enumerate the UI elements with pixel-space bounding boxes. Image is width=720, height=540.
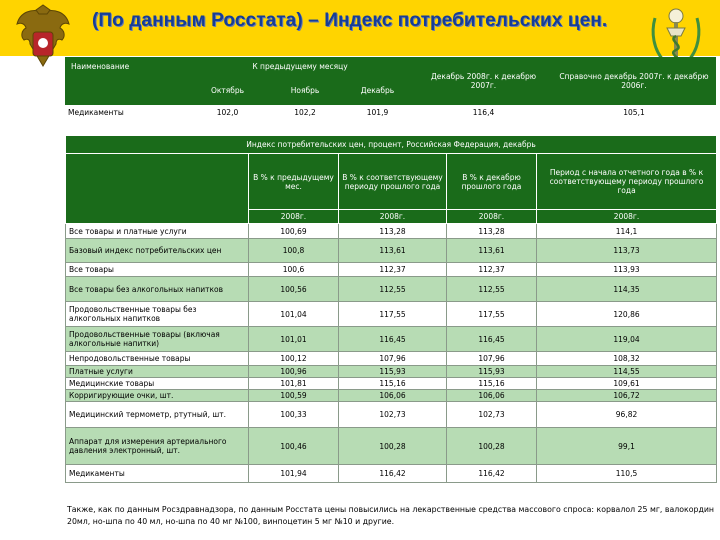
cell-value: 101,94: [249, 465, 339, 483]
cell-value: 100,46: [249, 428, 339, 465]
row-name: Все товары и платные услуги: [66, 224, 249, 239]
cell-value: 106,72: [537, 390, 717, 402]
cell-value: 116,45: [339, 327, 447, 352]
cpi-table-title: Индекс потребительских цен, процент, Российская Федерация, декабрь: [66, 136, 717, 154]
table-row: [66, 402, 717, 428]
cell-value: 106,06: [339, 390, 447, 402]
cell-value: 110,5: [537, 465, 717, 483]
row-name: Медицинские товары: [66, 378, 249, 390]
row-name: Базовый индекс потребительских цен: [66, 239, 249, 263]
cell-value: 116,45: [447, 327, 537, 352]
cell-december: 101,9: [340, 105, 415, 119]
row-name: Платные услуги: [66, 366, 249, 378]
header-empty: [65, 75, 185, 105]
cell-value: 108,32: [537, 352, 717, 366]
cell-value: 102,73: [339, 402, 447, 428]
footnote-text: Также, как по данным Росздравнадзора, по данным Росстата цены повысились на лекарственные средства массового спроса: корвалол 25 мг, валокордин 20мл, но-шпа по 40 мл, но-шпа по 40 мг №100, винпоцетин 5 мг №10 и другие.: [67, 505, 714, 526]
table-row: [66, 277, 717, 302]
row-name: Корригирующие очки, шт.: [66, 390, 249, 402]
header-same-period: В % к соответствующему периоду прошлого года: [339, 154, 447, 210]
header-vs-december: В % к декабрю прошлого года: [447, 154, 537, 210]
cell-value: 114,55: [537, 366, 717, 378]
header-november: Ноябрь: [270, 75, 340, 105]
cell-value: 100,6: [249, 263, 339, 277]
year-label: 2008г.: [447, 210, 537, 224]
cell-value: 96,82: [537, 402, 717, 428]
header-name: Наименование: [65, 57, 185, 75]
cell-value: 100,28: [447, 428, 537, 465]
cell-value: 115,93: [339, 366, 447, 378]
row-name: Медицинский термометр, ртутный, шт.: [66, 402, 249, 428]
cell-ref-2007: 105,1: [552, 105, 716, 119]
year-label: 2008г.: [249, 210, 339, 224]
table-row: [66, 378, 717, 390]
cell-value: 100,56: [249, 277, 339, 302]
header-prev-month: К предыдущему месяцу: [185, 57, 415, 75]
cell-dec-2008: 116,4: [415, 105, 552, 119]
cell-value: 101,04: [249, 302, 339, 327]
cell-value: 115,93: [447, 366, 537, 378]
cell-value: 113,61: [447, 239, 537, 263]
row-name: Продовольственные товары (включая алкогольные напитки): [66, 327, 249, 352]
header-dec-2008: Декабрь 2008г. к декабрю 2007г.: [415, 57, 552, 105]
coat-of-arms-emblem: [14, 4, 72, 76]
header-prev-month: В % к предыдущему мес.: [249, 154, 339, 210]
row-name: Аппарат для измерения артериального давления электронный, шт.: [66, 428, 249, 465]
cell-value: 106,06: [447, 390, 537, 402]
row-name: Продовольственные товары без алкогольных напитков: [66, 302, 249, 327]
table-row: [66, 390, 717, 402]
row-name: Медикаменты: [66, 465, 249, 483]
cell-value: 117,55: [339, 302, 447, 327]
cell-value: 100,96: [249, 366, 339, 378]
table-row: [66, 327, 717, 352]
cell-value: 113,28: [447, 224, 537, 239]
cell-value: 113,61: [339, 239, 447, 263]
cell-value: 100,8: [249, 239, 339, 263]
cell-value: 112,55: [447, 277, 537, 302]
cell-value: 112,55: [339, 277, 447, 302]
cell-value: 113,28: [339, 224, 447, 239]
header-ref-2007: Справочно декабрь 2007г. к декабрю 2006г.: [552, 57, 716, 105]
header-october: Октябрь: [185, 75, 270, 105]
cell-value: 101,01: [249, 327, 339, 352]
cell-value: 107,96: [339, 352, 447, 366]
cell-value: 107,96: [447, 352, 537, 366]
header-year-to-date: Период с начала отчетного года в % к соответствующему периоду прошлого года: [537, 154, 717, 210]
year-label: 2008г.: [339, 210, 447, 224]
header-december: Декабрь: [340, 75, 415, 105]
cell-value: 112,37: [339, 263, 447, 277]
cell-value: 114,1: [537, 224, 717, 239]
cpi-table: [65, 135, 717, 483]
cell-value: 114,35: [537, 277, 717, 302]
row-name: Медикаменты: [65, 105, 185, 119]
table-row: [66, 239, 717, 263]
cell-value: 116,42: [447, 465, 537, 483]
table-row: [66, 302, 717, 327]
cell-value: 112,37: [447, 263, 537, 277]
table-row: [66, 428, 717, 465]
cell-value: 119,04: [537, 327, 717, 352]
table-row: [66, 263, 717, 277]
row-name: Все товары без алкогольных напитков: [66, 277, 249, 302]
cell-value: 115,16: [447, 378, 537, 390]
cell-value: 117,55: [447, 302, 537, 327]
row-name: Непродовольственные товары: [66, 352, 249, 366]
cell-value: 100,12: [249, 352, 339, 366]
cell-value: 109,61: [537, 378, 717, 390]
header-empty: [66, 154, 249, 224]
year-label: 2008г.: [537, 210, 717, 224]
table-row: [66, 352, 717, 366]
medicine-price-table: [65, 57, 716, 119]
cell-value: 101,81: [249, 378, 339, 390]
cell-value: 115,16: [339, 378, 447, 390]
cell-value: 116,42: [339, 465, 447, 483]
table-row: [66, 224, 717, 239]
row-name: Все товары: [66, 263, 249, 277]
cell-value: 100,69: [249, 224, 339, 239]
cell-value: 99,1: [537, 428, 717, 465]
cell-october: 102,0: [185, 105, 270, 119]
table-row: [66, 465, 717, 483]
cell-value: 120,86: [537, 302, 717, 327]
cell-value: 100,33: [249, 402, 339, 428]
page-title: (По данным Росстата) – Индекс потребительских цен.: [92, 10, 608, 31]
cell-value: 100,59: [249, 390, 339, 402]
cell-value: 113,93: [537, 263, 717, 277]
table-row: [66, 366, 717, 378]
cell-value: 102,73: [447, 402, 537, 428]
cell-november: 102,2: [270, 105, 340, 119]
cell-value: 100,28: [339, 428, 447, 465]
cell-value: 113,73: [537, 239, 717, 263]
